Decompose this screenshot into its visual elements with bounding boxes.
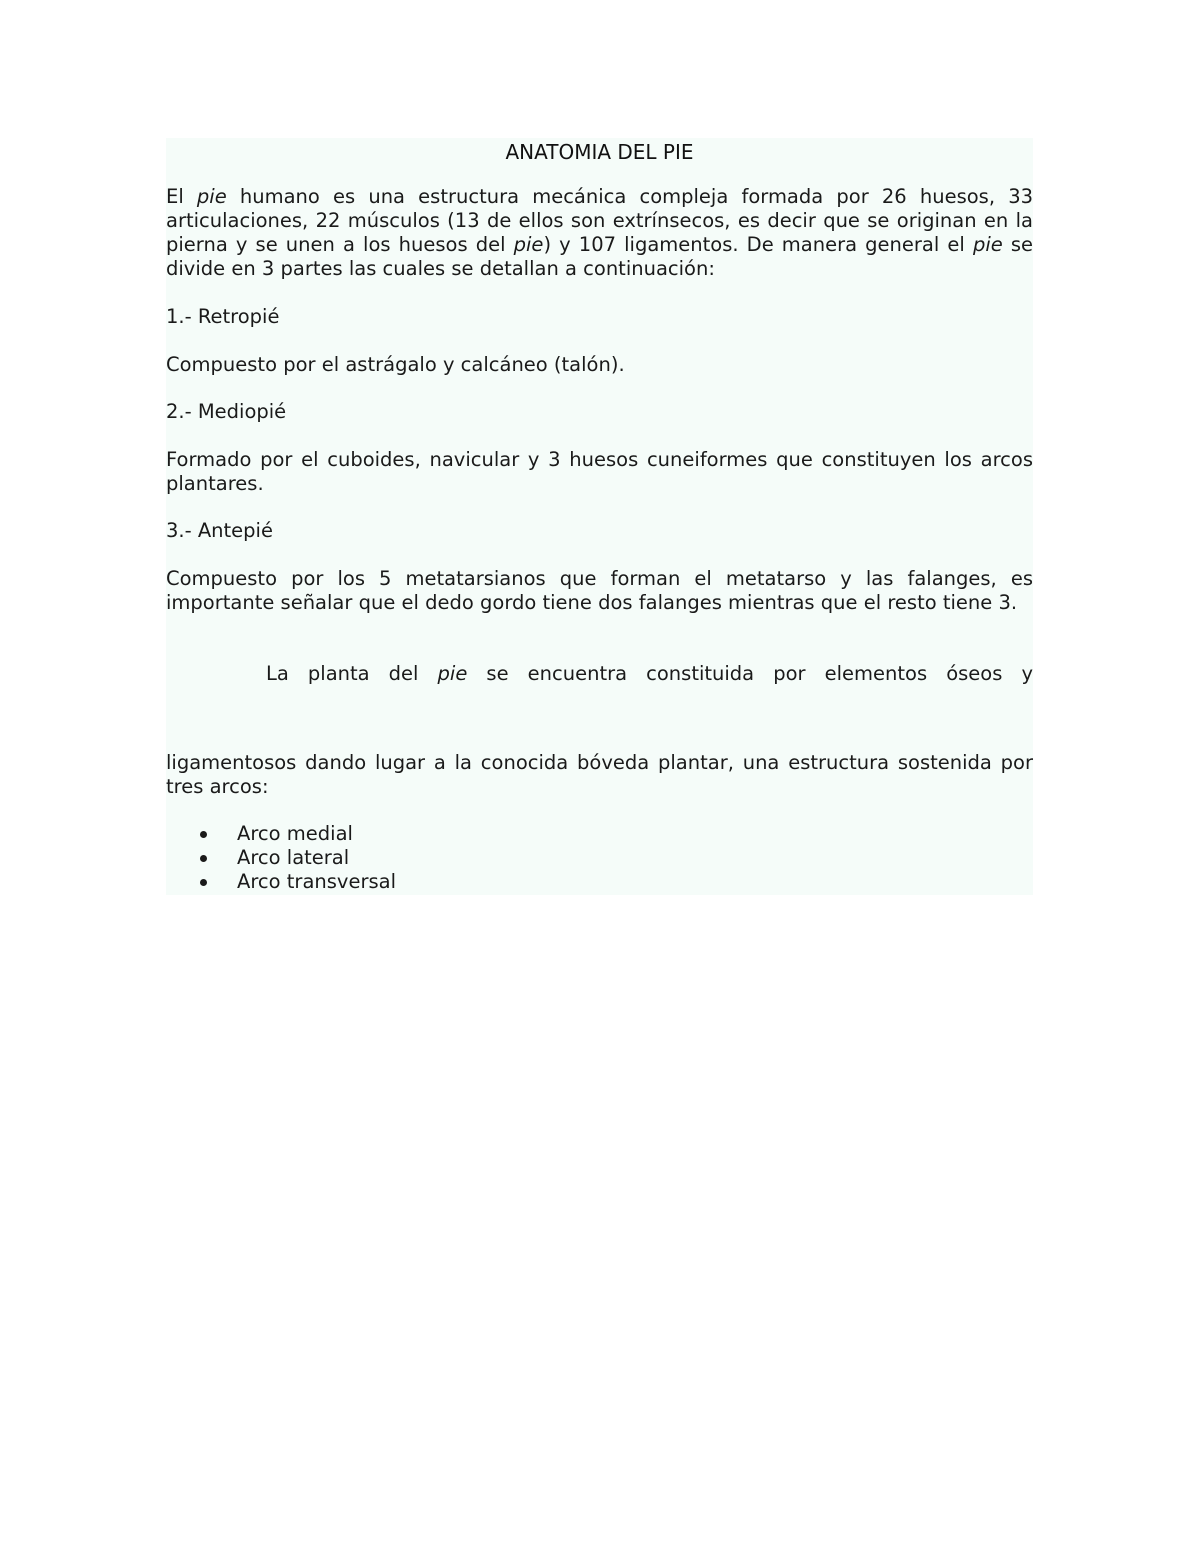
intro-paragraph	[166, 185, 1033, 281]
intro-text-1: El	[166, 185, 197, 208]
list-item	[200, 846, 396, 870]
document-body	[166, 138, 1033, 895]
arches-list	[200, 822, 396, 894]
plant-emphasis: pie	[437, 662, 468, 685]
plant-paragraph-first-line	[266, 662, 1033, 686]
arch-medial: Arco medial	[237, 822, 353, 845]
bullet-icon	[200, 831, 207, 838]
list-item	[200, 822, 396, 846]
page-title: ANATOMIA DEL PIE	[505, 140, 694, 164]
list-item	[200, 870, 396, 894]
section-text-retropie: Compuesto por el astrágalo y calcáneo (talón).	[166, 353, 625, 376]
intro-text-4: se divide en 3 partes las cuales se detallan a continuación:	[166, 233, 1033, 280]
section-text-mediopie: Formado por el cuboides, navicular y 3 huesos cuneiformes que constituyen los arcos plantares.	[166, 448, 1033, 495]
intro-emphasis-2: pie	[513, 233, 544, 256]
intro-emphasis-3: pie	[972, 233, 1003, 256]
section-heading-retropie: 1.- Retropié	[166, 305, 280, 328]
intro-text-2: humano es una estructura mecánica compleja formada por 26 huesos, 33 articulaciones, 22 músculos (13 de ellos son extrínsecos, es decir que se originan en la pierna y se unen a los huesos del	[166, 185, 1034, 256]
section-text-antepie: Compuesto por los 5 metatarsianos que forman el metatarso y las falanges, es importante señalar que el dedo gordo tiene dos falanges mientras que el resto tiene 3.	[166, 567, 1033, 614]
plant-text-1: La planta del	[266, 662, 438, 685]
intro-emphasis-1: pie	[196, 185, 227, 208]
intro-text-3: ) y 107 ligamentos. De manera general el	[543, 233, 973, 256]
section-heading-mediopie: 2.- Mediopié	[166, 400, 287, 423]
bullet-icon	[200, 879, 207, 886]
plant-text-2: se encuentra constituida por elementos óseos y	[467, 662, 1033, 685]
plant-paragraph-continuation: ligamentosos dando lugar a la conocida bóveda plantar, una estructura sostenida por tres arcos:	[166, 751, 1033, 798]
bullet-icon	[200, 855, 207, 862]
arch-transversal: Arco transversal	[237, 870, 396, 893]
section-heading-antepie: 3.- Antepié	[166, 519, 273, 542]
arch-lateral: Arco lateral	[237, 846, 350, 869]
